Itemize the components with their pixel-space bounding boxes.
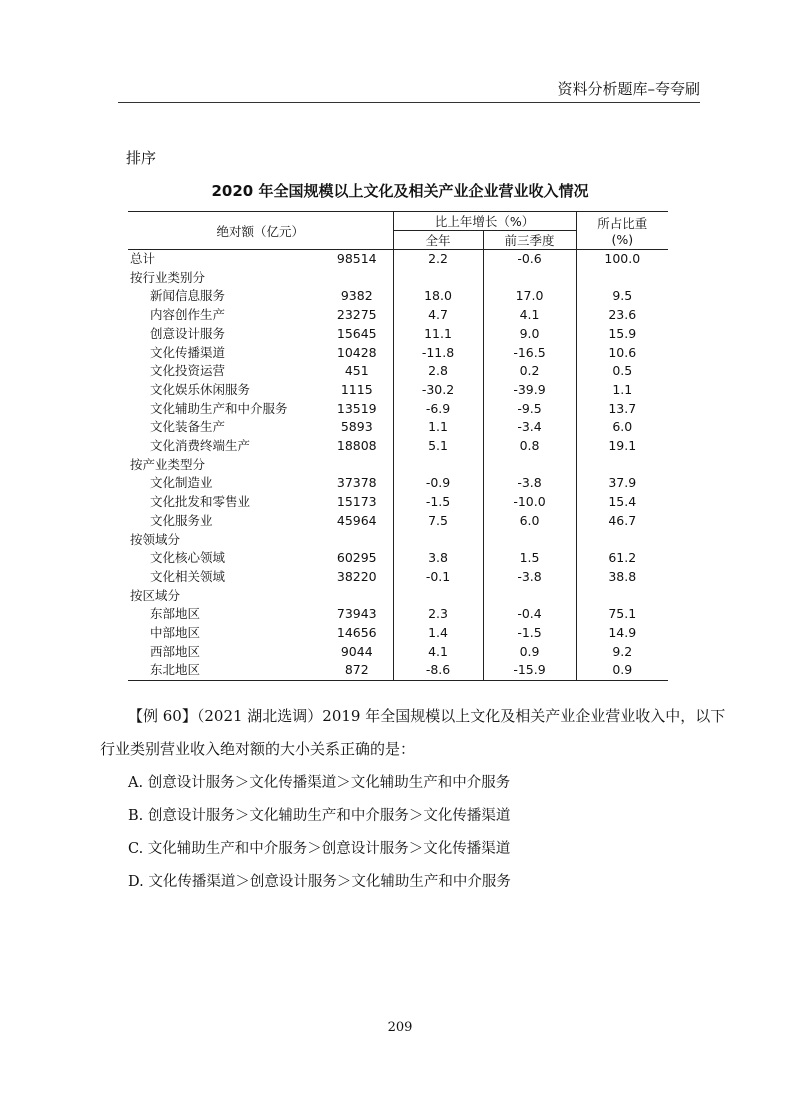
revenue-table xyxy=(128,211,668,681)
row-absolute: 5893 xyxy=(340,419,373,435)
row-full-year-growth: -6.9 xyxy=(393,400,483,419)
row-absolute xyxy=(321,531,393,550)
row-name: 文化辅助生产和中介服务 xyxy=(150,400,288,416)
row-share: 9.2 xyxy=(576,643,668,662)
row-q3-growth: -0.6 xyxy=(483,250,576,269)
question-line-1: 【例 60】（2021 湖北选调）2019 年全国规模以上文化及相关产业企业营业收入中，以下 xyxy=(128,707,726,725)
row-name: 文化相关领域 xyxy=(150,568,226,584)
table-row xyxy=(128,493,668,512)
row-full-year-growth: 4.7 xyxy=(393,306,483,325)
row-name: 东北地区 xyxy=(128,661,321,680)
row-full-year-growth xyxy=(393,531,483,550)
row-q3-growth: -39.9 xyxy=(483,381,576,400)
row-share: 15.9 xyxy=(576,325,668,344)
row-name: 文化制造业 xyxy=(150,475,213,491)
row-absolute: 60295 xyxy=(336,550,377,566)
row-name: 按产业类型分 xyxy=(130,456,206,472)
row-name: 创意设计服务 xyxy=(150,325,226,341)
row-full-year-growth: 3.8 xyxy=(393,549,483,568)
row-share: 0.9 xyxy=(576,661,668,680)
row-full-year-growth: -30.2 xyxy=(393,381,483,400)
row-q3-growth: -1.5 xyxy=(483,624,576,643)
table-row xyxy=(128,587,668,606)
table-row xyxy=(128,474,668,493)
row-absolute: 10428 xyxy=(336,344,377,360)
row-share: 15.4 xyxy=(576,493,668,512)
row-q3-growth: -15.9 xyxy=(483,661,576,680)
row-full-year-growth: 2.2 xyxy=(393,250,483,269)
row-absolute: 45964 xyxy=(336,512,377,528)
table-row xyxy=(128,418,668,437)
header-rule xyxy=(118,102,700,103)
row-share: 13.7 xyxy=(576,400,668,419)
table-row xyxy=(128,344,668,363)
row-absolute: 13519 xyxy=(336,400,377,416)
row-absolute: 37378 xyxy=(336,475,377,491)
row-name: 西部地区 xyxy=(150,643,201,659)
table-body xyxy=(128,250,668,681)
row-name: 文化服务业 xyxy=(150,512,213,528)
row-full-year-growth: -11.8 xyxy=(393,344,483,363)
option-d: D. 文化传播渠道＞创意设计服务＞文化辅助生产和中介服务 xyxy=(128,874,511,890)
row-q3-growth: 0.2 xyxy=(483,362,576,381)
table-row xyxy=(128,287,668,306)
page-number: 209 xyxy=(387,1020,413,1035)
row-share: 46.7 xyxy=(576,512,668,531)
row-share: 38.8 xyxy=(576,568,668,587)
row-share: 6.0 xyxy=(576,418,668,437)
row-q3-growth: 0.9 xyxy=(483,643,576,662)
option-b: B. 创意设计服务＞文化辅助生产和中介服务＞文化传播渠道 xyxy=(128,808,511,824)
row-share: 14.9 xyxy=(576,624,668,643)
row-share: 9.5 xyxy=(576,287,668,306)
row-name: 文化传播渠道 xyxy=(150,344,226,360)
row-q3-growth: 17.0 xyxy=(483,287,576,306)
option-a: A. 创意设计服务＞文化传播渠道＞文化辅助生产和中介服务 xyxy=(128,775,511,791)
row-full-year-growth: -0.1 xyxy=(393,568,483,587)
row-q3-growth: -3.8 xyxy=(483,568,576,587)
row-absolute: 14656 xyxy=(336,625,377,641)
row-name: 文化消费终端生产 xyxy=(150,438,251,454)
header-absolute: 绝对额（亿元） xyxy=(128,212,393,250)
row-share xyxy=(576,269,668,288)
row-full-year-growth: 5.1 xyxy=(393,437,483,456)
row-share xyxy=(576,456,668,475)
row-q3-growth: -10.0 xyxy=(483,493,576,512)
row-share: 0.5 xyxy=(576,362,668,381)
row-share: 1.1 xyxy=(576,381,668,400)
row-name: 文化核心领域 xyxy=(150,550,226,566)
row-full-year-growth: -8.6 xyxy=(393,661,483,680)
table-row xyxy=(128,456,668,475)
row-share: 10.6 xyxy=(576,344,668,363)
row-q3-growth: -9.5 xyxy=(483,400,576,419)
row-share: 19.1 xyxy=(576,437,668,456)
row-absolute: 73943 xyxy=(336,606,377,622)
table-row xyxy=(128,437,668,456)
table-row xyxy=(128,381,668,400)
row-full-year-growth: 1.4 xyxy=(393,624,483,643)
row-name: 按区域分 xyxy=(130,587,181,603)
row-absolute: 451 xyxy=(344,363,369,379)
row-name: 内容创作生产 xyxy=(150,307,226,323)
table-row xyxy=(128,400,668,419)
row-q3-growth: 9.0 xyxy=(483,325,576,344)
row-full-year-growth: 2.3 xyxy=(393,605,483,624)
row-full-year-growth: -0.9 xyxy=(393,474,483,493)
row-full-year-growth: 7.5 xyxy=(393,512,483,531)
table-row xyxy=(128,643,668,662)
row-absolute: 872 xyxy=(321,661,393,680)
row-q3-growth: -16.5 xyxy=(483,344,576,363)
running-header: 资料分析题库–夸夸刷 xyxy=(557,80,700,98)
row-q3-growth: 0.8 xyxy=(483,437,576,456)
row-share: 61.2 xyxy=(576,549,668,568)
row-full-year-growth: -1.5 xyxy=(393,493,483,512)
row-absolute: 23275 xyxy=(336,307,377,323)
row-name: 总计 xyxy=(130,251,156,266)
row-absolute: 15645 xyxy=(336,325,377,341)
row-q3-growth: -3.4 xyxy=(483,418,576,437)
row-full-year-growth xyxy=(393,456,483,475)
row-q3-growth xyxy=(483,269,576,288)
header-share-line2: (%) xyxy=(611,232,634,247)
header-share-line1: 所占比重 xyxy=(597,216,648,231)
row-q3-growth xyxy=(483,531,576,550)
table-row xyxy=(128,549,668,568)
row-full-year-growth: 1.1 xyxy=(393,418,483,437)
table-row xyxy=(128,250,668,269)
table-row xyxy=(128,568,668,587)
row-full-year-growth: 2.8 xyxy=(393,362,483,381)
table-row xyxy=(128,325,668,344)
row-absolute: 1115 xyxy=(340,381,373,397)
table-row xyxy=(128,362,668,381)
row-absolute: 98514 xyxy=(336,251,377,266)
row-name: 新闻信息服务 xyxy=(150,288,226,304)
row-q3-growth xyxy=(483,456,576,475)
row-share: 100.0 xyxy=(576,250,668,269)
row-share: 23.6 xyxy=(576,306,668,325)
header-growth: 比上年增长（%） xyxy=(393,212,576,231)
table-row xyxy=(128,661,668,680)
option-c: C. 文化辅助生产和中介服务＞创意设计服务＞文化传播渠道 xyxy=(128,841,511,857)
row-name: 按行业类别分 xyxy=(130,269,206,285)
row-absolute: 9382 xyxy=(340,288,373,304)
row-absolute: 9044 xyxy=(340,643,373,659)
row-full-year-growth: 11.1 xyxy=(393,325,483,344)
row-name: 文化装备生产 xyxy=(150,419,226,435)
row-q3-growth: 4.1 xyxy=(483,306,576,325)
row-absolute: 15173 xyxy=(336,494,377,510)
section-label: 排序 xyxy=(126,149,157,167)
table-row xyxy=(128,531,668,550)
row-q3-growth: -0.4 xyxy=(483,605,576,624)
table-row xyxy=(128,269,668,288)
row-share xyxy=(576,531,668,550)
table-row xyxy=(128,306,668,325)
row-q3-growth: 1.5 xyxy=(483,549,576,568)
row-full-year-growth xyxy=(393,269,483,288)
header-first-three-quarters: 前三季度 xyxy=(483,231,576,250)
table-row xyxy=(128,624,668,643)
row-name: 东部地区 xyxy=(150,606,201,622)
row-name: 按领域分 xyxy=(130,531,181,547)
row-name: 文化投资运营 xyxy=(150,363,226,379)
row-full-year-growth: 4.1 xyxy=(393,643,483,662)
row-q3-growth xyxy=(483,587,576,606)
table-title: 2020 年全国规模以上文化及相关产业企业营业收入情况 xyxy=(211,182,589,200)
row-absolute: 38220 xyxy=(336,568,377,584)
header-full-year: 全年 xyxy=(393,231,483,250)
header-share xyxy=(576,212,668,250)
row-share: 37.9 xyxy=(576,474,668,493)
row-name: 文化娱乐休闲服务 xyxy=(150,381,251,397)
table-row xyxy=(128,512,668,531)
table-row xyxy=(128,605,668,624)
row-share xyxy=(576,587,668,606)
row-full-year-growth: 18.0 xyxy=(393,287,483,306)
question-line-2: 行业类别营业收入绝对额的大小关系正确的是： xyxy=(100,740,416,758)
row-name: 中部地区 xyxy=(150,625,201,641)
row-absolute xyxy=(321,456,393,475)
row-full-year-growth xyxy=(393,587,483,606)
row-q3-growth: 6.0 xyxy=(483,512,576,531)
row-name: 文化批发和零售业 xyxy=(150,494,251,510)
row-absolute xyxy=(321,587,393,606)
row-q3-growth: -3.8 xyxy=(483,474,576,493)
row-share: 75.1 xyxy=(576,605,668,624)
row-absolute xyxy=(321,269,393,288)
row-absolute: 18808 xyxy=(336,438,377,454)
